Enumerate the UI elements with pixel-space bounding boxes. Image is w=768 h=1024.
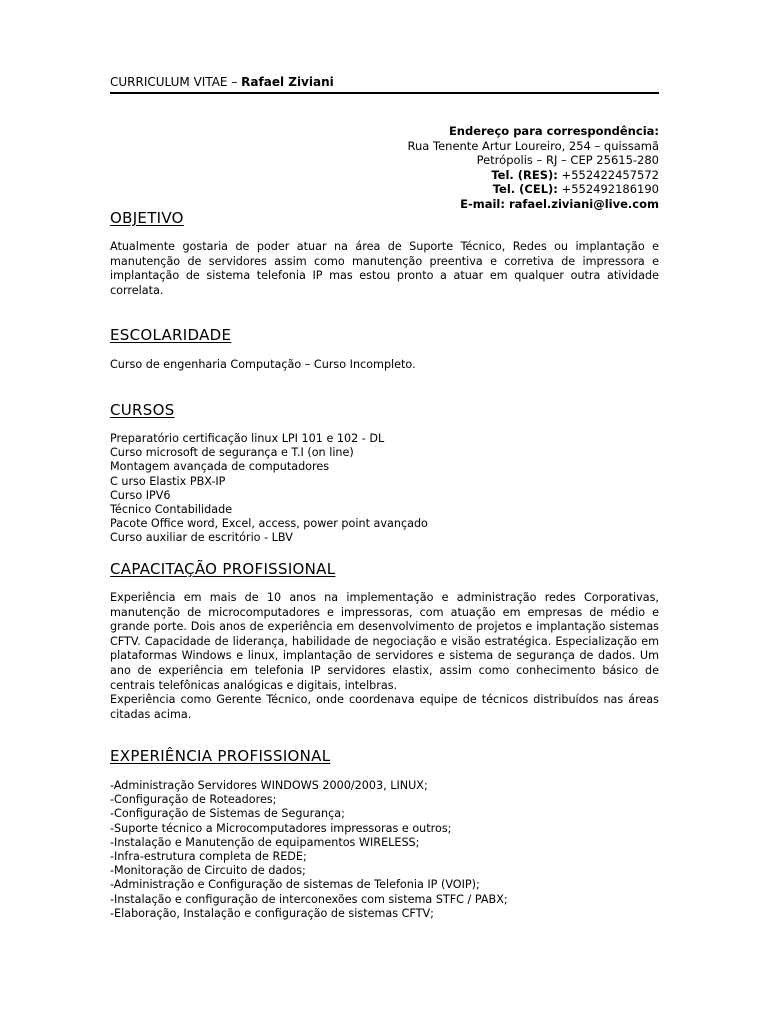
list-item: -Configuração de Roteadores; [110,793,277,807]
section-title-cursos: CURSOS [110,401,175,419]
tel-cel-label: Tel. (CEL): [492,182,558,197]
list-item: -Monitoração de Circuito de dados; [110,864,306,878]
objetivo-text: Atualmente gostaria de poder atuar na área de Suporte Técnico, Redes ou implantação e manutenção de servidores assim como manutenção preentiva e corretiva de impressora e implantação de sistema telefonia IP mas estou pronto a atuar em qualquer outra atividade correlata. [110,240,659,297]
list-item: -Administração Servidores WINDOWS 2000/2003, LINUX; [110,779,428,792]
section-title-experiencia: EXPERIÊNCIA PROFISSIONAL [110,747,331,765]
list-item: -Suporte técnico a Microcomputadores impressoras e outros; [110,821,452,835]
tel-res-value: +552422457572 [557,167,659,182]
list-item: -Elaboração, Instalação e configuração de sistemas CFTV; [110,906,434,920]
header-divider [110,92,659,94]
list-item: C urso Elastix PBX-IP [110,474,226,488]
email-label: E-mail: [460,196,505,211]
list-item: Preparatório certificação linux LPI 101 e 102 - DL [110,432,385,445]
list-item: -Instalação e Manutenção de equipamentos WIRELESS; [110,835,420,849]
list-item: Montagem avançada de computadores [110,460,330,474]
document-header [110,74,659,90]
contact-block [329,124,659,212]
tel-res-label: Tel. (RES): [491,167,558,182]
list-item: Curso microsoft de segurança e T.I (on line) [110,446,354,460]
capacitacao-paragraph-1: Experiência em mais de 10 anos na implementação e administração redes Corporativas, manutenção de microcomputadores e impressoras, com atuação em empresas de médio e grande porte. Dois anos de experiência em desenvolvimento de projetos e implantação sistemas CFTV. Capacidade de liderança, habilidade de negociação e visão estratégica. Especialização em plataformas Windows e linux, implantação de servidores e sistema de segurança de dados. Um ano de experiência em telefonia IP servidores elastix, assim como conhecimento básico de centrais telefônicas analógicas e digitais, intelbras. [110,591,659,692]
address-line-2: Petrópolis – RJ – CEP 25615-280 [476,153,659,168]
experiencia-list [110,779,659,921]
capacitacao-text [110,591,659,722]
escolaridade-text: Curso de engenharia Computação – Curso Incompleto. [110,358,416,371]
address-line-1: Rua Tenente Artur Loureiro, 254 – quissamã [407,138,659,153]
list-item: -Administração e Configuração de sistemas de Telefonia IP (VOIP); [110,878,480,892]
email-value: rafael.ziviani@live.com [504,196,659,211]
list-item: Pacote Office word, Excel, access, power point avançado [110,517,428,531]
header-prefix: CURRICULUM VITAE – [110,75,242,89]
list-item: Curso IPV6 [110,488,171,502]
contact-heading: Endereço para correspondência: [448,124,659,138]
section-title-escolaridade: ESCOLARIDADE [110,326,232,344]
list-item: -Configuração de Sistemas de Segurança; [110,807,345,821]
list-item: Curso auxiliar de escritório - LBV [110,531,293,545]
list-item: -Infra-estrutura completa de REDE; [110,850,307,864]
capacitacao-paragraph-2: Experiência como Gerente Técnico, onde coordenava equipe de técnicos distribuídos nas áreas citadas acima. [110,693,659,721]
list-item: -Instalação e configuração de interconexões com sistema STFC / PABX; [110,892,508,906]
tel-cel-value: +552492186190 [557,182,659,197]
candidate-name: Rafael Ziviani [241,75,334,89]
cursos-list [110,432,659,546]
section-title-capacitacao: CAPACITAÇÃO PROFISSIONAL [110,560,336,578]
list-item: Técnico Contabilidade [110,503,233,517]
section-title-objetivo: OBJETIVO [110,209,184,227]
